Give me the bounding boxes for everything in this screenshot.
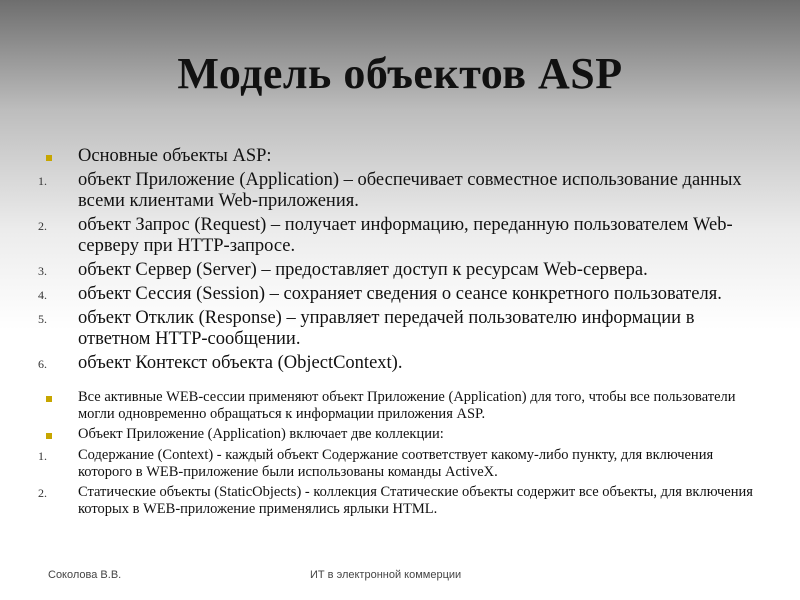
- intro-item: [38, 146, 768, 167]
- bullet-icon: [46, 155, 52, 161]
- note-item-2: [38, 426, 768, 444]
- bullet-icon: [46, 433, 52, 439]
- intro-text: Основные объекты ASP:: [78, 146, 272, 166]
- slide-title: Модель объектов ASP: [177, 49, 623, 98]
- collection-item-2: [38, 484, 768, 518]
- collection-item-1: [38, 447, 768, 481]
- object-item-5: [38, 308, 768, 350]
- item-number: 2.: [38, 486, 47, 500]
- note-item-1: [38, 389, 768, 423]
- slide-content: [38, 146, 768, 521]
- object-item-4: [38, 284, 768, 305]
- item-number: 4.: [38, 288, 47, 302]
- item-number: 5.: [38, 312, 47, 326]
- bullet-icon: [46, 396, 52, 402]
- object-text: объект Отклик (Response) – управляет передачей пользователю информации в ответном HTTP-сообщении.: [78, 308, 695, 349]
- object-text: объект Запрос (Request) – получает информацию, переданную пользователем Web-серверу при HTTP-запросе.: [78, 215, 733, 256]
- item-number: 6.: [38, 357, 47, 371]
- note-text: Объект Приложение (Application) включает две коллекции:: [78, 426, 444, 442]
- item-number: 1.: [38, 174, 47, 188]
- object-text: объект Приложение (Application) – обеспечивает совместное использование данных всеми клиентами Web-приложения.: [78, 170, 742, 211]
- object-item-6: [38, 353, 768, 374]
- object-text: объект Сервер (Server) – предоставляет доступ к ресурсам Web-сервера.: [78, 260, 648, 280]
- item-number: 3.: [38, 264, 47, 278]
- note-text: Все активные WEB-сессии применяют объект Приложение (Application) для того, чтобы все пользователи могли одновременно обращаться к информации приложения ASP.: [78, 389, 736, 422]
- object-item-2: [38, 215, 768, 257]
- collection-text: Содержание (Context) - каждый объект Содержание соответствует какому-либо пункту, для включения которого в WEB-приложение были использованы команды ActiveX.: [78, 447, 714, 480]
- footer-course: ИТ в электронной коммерции: [310, 569, 462, 581]
- collection-text: Статические объекты (StaticObjects) - коллекция Статические объекты содержит все объекты, для включения которых в WEB-приложение применялись ярлыки HTML.: [78, 484, 753, 517]
- object-text: объект Сессия (Session) – сохраняет сведения о сеансе конкретного пользователя.: [78, 284, 722, 304]
- item-number: 2.: [38, 219, 47, 233]
- object-item-3: [38, 260, 768, 281]
- object-item-1: [38, 170, 768, 212]
- item-number: 1.: [38, 449, 47, 463]
- object-text: объект Контекст объекта (ObjectContext).: [78, 353, 403, 373]
- footer-author: Соколова В.В.: [48, 569, 122, 581]
